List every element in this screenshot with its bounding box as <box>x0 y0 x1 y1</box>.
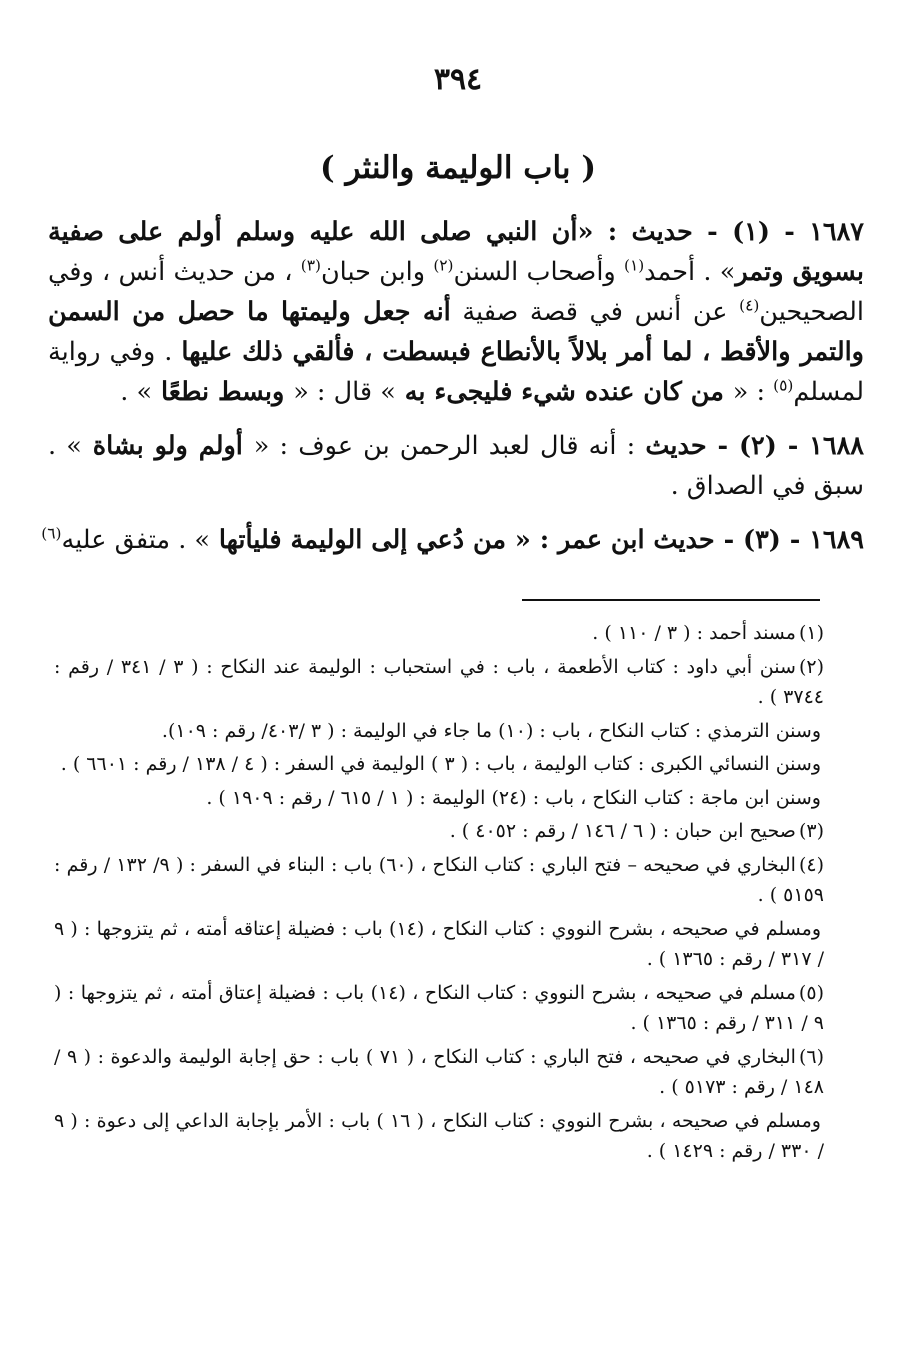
footnote <box>54 618 824 649</box>
footnote-label: (٥) <box>798 981 824 1004</box>
entry-text: . وفي رواية لمسلم <box>48 337 864 407</box>
footnote-text: وسنن النسائي الكبرى : كتاب الوليمة ، باب : ( ٣ ) الوليمة في السفر : ( ٤ / ١٣٨ / رقم : ٦٦٠١ ) . <box>60 753 821 775</box>
footnote-label: (٣) <box>798 820 824 842</box>
footnote-text: ومسلم في صحيحه ، بشرح النووي : كتاب النكاح ، ( ١٦ ) باب : الأمر بإجابة الداعي إلى دعوة : ( ٩ / ٣٣٠ / رقم : ١٤٢٩ ) . <box>54 1109 824 1162</box>
footnote-text: ومسلم في صحيحه ، بشرح النووي : كتاب النكاح ، (١٤) باب : فضيلة إعتاقه أمته ، ثم يتزوجها : ( ٩ / ٣١٧ / رقم : ١٣٦٥ ) . <box>54 917 824 970</box>
footnote-ref: (٣) <box>300 256 321 275</box>
hadith-text: أن النبي صلى الله عليه وسلم أولم على صفية بسويق وتمر <box>48 217 864 287</box>
footnote-ref: (٤) <box>739 296 760 315</box>
entry-text: » . أحمد <box>644 257 736 287</box>
hadith-entry-1689 <box>41 520 864 560</box>
hadith-entries <box>41 212 864 574</box>
page-number: ٣٩٤ <box>433 62 483 97</box>
footnote <box>54 652 824 713</box>
entry-text: » . <box>120 377 153 407</box>
hadith-text: وبسط نطعًا <box>152 377 294 407</box>
entry-text: » . متفق عليه <box>61 525 211 555</box>
hadith-text: من كان عنده شيء فليجىء به <box>395 377 733 407</box>
hadith-entry-1688 <box>48 426 864 506</box>
footnote-text: وسنن ابن ماجة : كتاب النكاح ، باب : (٢٤) الوليمة : ( ١ / ٦١٥ / رقم : ١٩٠٩ ) . <box>206 786 821 809</box>
hadith-text: من دُعي إلى الوليمة فليأتها <box>210 525 515 555</box>
footnote <box>54 850 824 911</box>
hadith-entry-1687 <box>48 212 864 412</box>
chapter-title: ( باب الوليمة والنثر ) <box>319 150 597 186</box>
entry-heading: ١٦٨٧ - (١) - حديث : « <box>577 217 864 247</box>
footnote <box>54 749 824 780</box>
footnote <box>54 1106 824 1167</box>
footnote-text: وسنن الترمذي : كتاب النكاح ، باب : (١٠) ما جاء في الوليمة : ( ٣ /٤٠٣/ رقم : ١٠٩). <box>161 719 821 742</box>
hadith-text: أنه جعل وليمتها ما حصل من السمن والتمر والأقط ، لما أمر بلالاً بالأنطاع فبسطت ، فألقي ذلك عليها <box>48 297 864 367</box>
footnote <box>54 783 824 814</box>
footnote-ref: (٦) <box>41 524 62 543</box>
footnote-label: (٢) <box>798 655 824 678</box>
entry-text: وابن حبان <box>320 257 434 287</box>
entry-heading: ١٦٨٨ - (٢) - حديث <box>645 431 864 461</box>
footnote <box>54 716 824 747</box>
footnote-text: البخاري في صحيحه ، فتح الباري : كتاب النكاح ، ( ٧١ ) باب : حق إجابة الوليمة والدعوة : ( ٩ / ١٤٨ / رقم : ٥١٧٣ ) . <box>54 1045 824 1098</box>
entry-text: » قال : « <box>293 377 396 407</box>
footnote-text: مسلم في صحيحه ، بشرح النووي : كتاب النكاح ، (١٤) باب : فضيلة إعتاق أمته ، ثم يتزوجها : ( ٩ / ٣١١ / رقم : ١٣٦٥ ) . <box>54 981 824 1034</box>
footnote-text: مسند أحمد : ( ٣ / ١١٠ ) . <box>592 622 796 644</box>
footnote-label: (١) <box>798 622 824 644</box>
footnote-ref: (٥) <box>773 376 794 395</box>
footnote-label: (٤) <box>798 853 825 876</box>
entry-text: : أنه قال لعبد الرحمن بن عوف : « <box>253 431 646 461</box>
footnote <box>54 816 824 847</box>
footnote-text: البخاري في صحيحه – فتح الباري : كتاب النكاح ، (٦٠) باب : البناء في السفر : ( ٩/ ١٣٢ / رقم : ٥١٥٩ ) . <box>54 853 824 906</box>
footnote-text: صحيح ابن حبان : ( ٦ / ١٤٦ / رقم : ٤٠٥٢ ) . <box>449 820 796 842</box>
footnote-ref: (١) <box>624 256 645 275</box>
footnote <box>54 914 824 975</box>
footnote <box>54 978 824 1039</box>
entry-text: ، من حديث أنس ، وفي الصحيحين <box>48 257 864 327</box>
footnote-divider <box>522 599 820 601</box>
footnotes <box>54 618 824 1170</box>
footnote-ref: (٢) <box>433 256 454 275</box>
entry-text: » . سبق في الصداق . <box>48 431 864 501</box>
footnote-label: (٦) <box>798 1045 825 1068</box>
entry-text: : « <box>732 377 774 407</box>
footnote <box>54 1042 824 1103</box>
entry-heading: ١٦٨٩ - (٣) - حديث ابن عمر : « <box>514 525 864 555</box>
hadith-text: أولم ولو بشاة <box>81 431 254 461</box>
entry-text: وأصحاب السنن <box>453 257 624 287</box>
entry-text: عن أنس في قصة صفية <box>450 297 740 327</box>
footnote-text: سنن أبي داود : كتاب الأطعمة ، باب : في استحباب : الوليمة عند النكاح : ( ٣ / ٣٤١ / رقم : ٣٧٤٤ ) . <box>54 655 824 708</box>
